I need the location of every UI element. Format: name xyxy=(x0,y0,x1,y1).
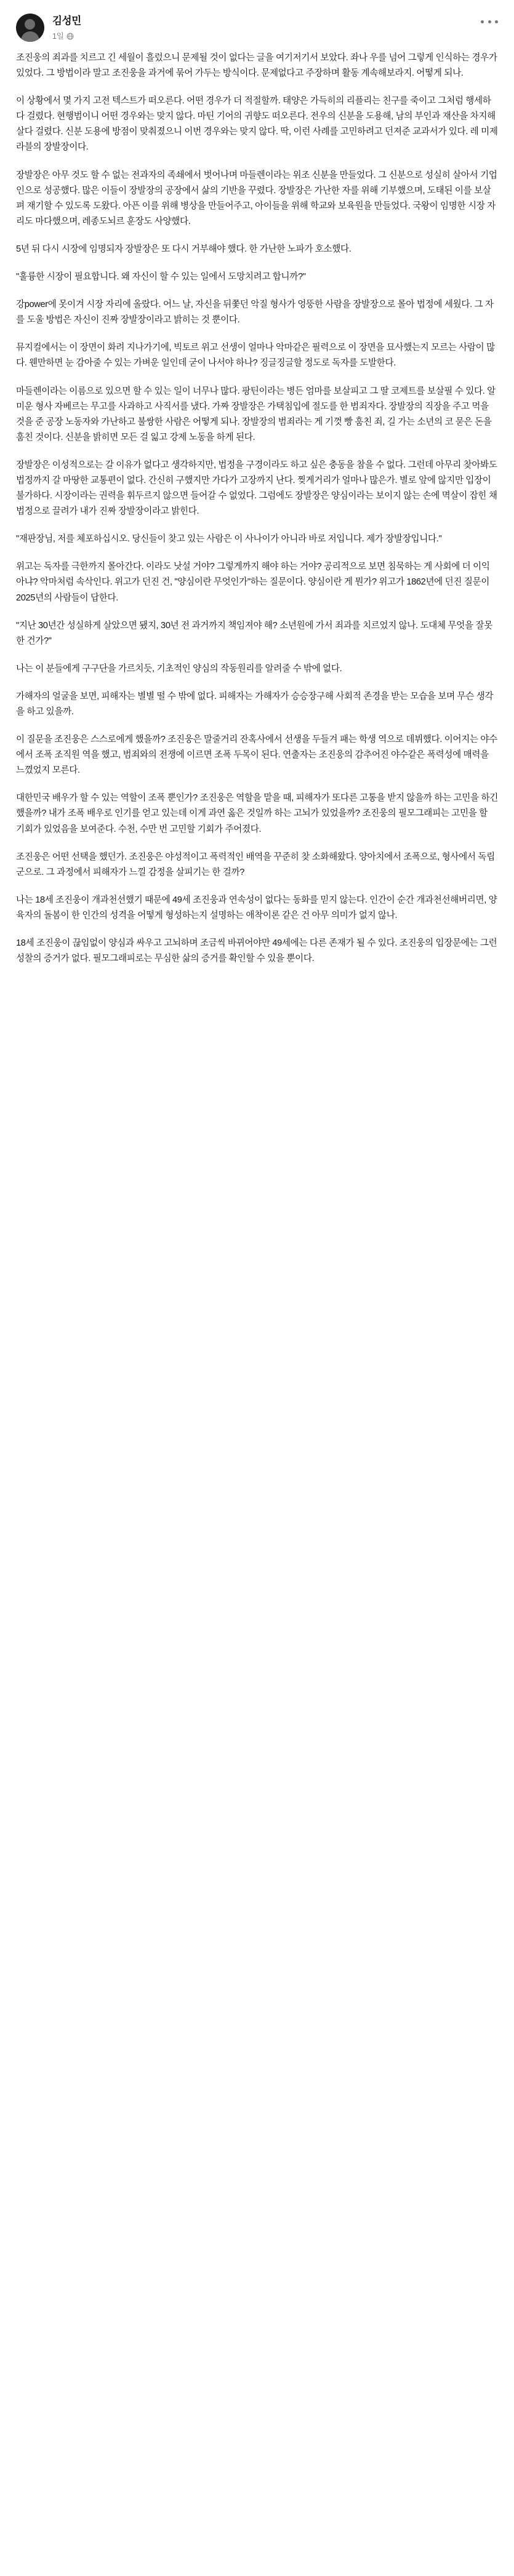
post-timestamp[interactable]: 1일 xyxy=(52,32,64,41)
avatar-body xyxy=(21,31,39,42)
post-paragraph: 강power에 못이겨 시장 자리에 올랐다. 어느 날, 자신을 뒤쫓던 악질 형사가 엉뚱한 사람을 장발장으로 몰아 법정에 세웠다. 그 자를 도울 방법은 자신이 진짜 장발장이라고 밝히는 것 뿐이다. xyxy=(16,300,494,325)
post-header-text xyxy=(52,14,81,41)
post-paragraph-quote: "훌륭한 시장이 필요합니다. 왜 자신이 할 수 있는 일에서 도망치려고 합니까?" xyxy=(16,272,306,282)
avatar[interactable] xyxy=(16,14,44,42)
post-body xyxy=(0,48,514,983)
post-header xyxy=(0,0,514,48)
social-post xyxy=(0,0,514,983)
post-paragraph: 나는 18세 조진웅이 개과천선했기 때문에 49세 조진웅과 연속성이 없다는 동화를 믿지 않는다. 인간이 순간 개과천선해버리면, 양육자의 돌봄이 한 인간의 성격을 어떻게 형성하는지 설명하는 애착이론 같은 건 아무 의미가 없지 않나. xyxy=(16,895,497,920)
ellipsis-dot xyxy=(495,20,498,23)
post-paragraph: 조진웅의 죄과를 치르고 긴 세월이 흘렀으니 문제될 것이 없다는 글을 여기저기서 보았다. 좌나 우를 넘어 그렇게 인식하는 경우가 있었다. 그 방법이라 말고 조진웅을 과거에 묶어 가두는 방식이다. 문제없다고 주장하며 활동 계속해보라지. 어떻게 되나. xyxy=(16,53,497,79)
post-paragraph: 대한민국 배우가 할 수 있는 역할이 조폭 뿐인가? 조진웅은 역할을 맡을 때, 피해자가 또다른 고통을 받지 않을까 하는 고민을 하긴 했을까? 내가 조폭 배우로 인기를 얻고 있는데 이게 과연 옳은 것일까 하는 고뇌가 있었을까? 조진웅의 필모그래피는 고민을 할 기회가 있었음을 보여준다. 수천, 수만 번 고민할 기회가 주어졌다. xyxy=(16,793,498,834)
post-paragraph-quote: "지난 30년간 성실하게 살았으면 됐지, 30년 전 과거까지 책임져야 해? 소년원에 가서 죄과를 치르었지 않나. 도대체 무엇을 잘못한 건가?" xyxy=(16,620,492,646)
post-paragraph: 이 상황에서 몇 가지 고전 텍스트가 떠오른다. 어떤 경우가 더 적절할까. 태양은 가득히의 리플리는 친구를 죽이고 그처럼 행세하다 걸렸다. 현행범이니 어떤 경우와는 맞지 않다. 마틴 기어의 귀향도 떠오른다. 전우의 신분을 도용해, 남의 부인과 재산을 차지해 살다 걸렸다. 신분 도용에 방점이 맞춰졌으니 이번 경우와는 맞지 않다. 딱, 이런 사례를 고민하려고 던져준 교과서가 있다. 레 미제라블의 장발장이다. xyxy=(16,96,498,153)
ellipsis-dot xyxy=(481,20,484,23)
post-paragraph-quote: "재판장님, 저를 체포하십시오. 당신들이 찾고 있는 사람은 이 사나이가 아니라 바로 저입니다. 제가 장발장입니다." xyxy=(16,534,442,544)
author-name[interactable]: 김성민 xyxy=(52,15,81,26)
post-paragraph: 마들렌이라는 이름으로 있으면 할 수 있는 일이 너무나 많다. 팡틴이라는 병든 엄마를 보살피고 그 딸 코제트를 보살필 수 있다. 알미운 형사 자베르는 무고를 사과하고 사직서를 냈다. 가짜 장발장은 가택침입에 절도를 한 범죄자다. 장발장의 직장을 주고 먹을 것을 준 공장 노동자와 가난하고 불쌍한 사람은 어떻게 되나. 장발장의 범죄라는 게 기껏 빵 훔친 죄, 길 가는 소년의 코 묻은 돈을 훔친 것이다. 신분을 밝히면 모든 걸 잃고 강제 노동을 하게 된다. xyxy=(16,386,496,442)
post-paragraph: 이 질문을 조진웅은 스스로에게 했을까? 조진웅은 말줄거리 잔혹사에서 선생을 두들겨 패는 학생 역으로 데뷔했다. 이어지는 야수에서 조폭 조직원 역을 했고, 범죄와의 전쟁에 이르면 조폭 두목이 된다. 연출자는 조진웅의 감추어진 야수같은 폭력성에 매력을 느꼈었지 모른다. xyxy=(16,735,497,776)
post-paragraph: 장발장은 아무 것도 할 수 없는 전과자의 족쇄에서 벗어나며 마들렌이라는 위조 신분을 만들었다. 그 신분으로 성실히 살아서 기업인으로 성공했다. 많은 이들이 장발장의 공장에서 삶의 기반을 꾸렸다. 장발장은 가난한 자를 위해 기부했으며, 도태된 이를 보살펴 재기할 수 있도록 도왔다. 아픈 이를 위해 병상을 만들어주고, 아이들을 위해 학교와 보육원을 만들었다. 국왕이 임명한 시장 자리도 마다했으며, 레종도뇌르 훈장도 사양했다. xyxy=(16,170,497,226)
avatar-head xyxy=(25,19,35,30)
post-paragraph: 위고는 독자를 극한까지 몰아간다. 이라도 낫설 거야? 그렇게까지 해야 하는 거야? 공리적으로 보면 침묵하는 게 사회에 더 이익 아냐? 악마처럼 속삭인다. 위고가 던진 건, "양심이란 무엇인가"하는 질문이다. 양심이란 게 뭔가? 위고가 1862년에 던진 질문이 2025년의 사람들이 답한다. xyxy=(16,562,490,603)
post-paragraph: 나는 이 분들에게 구구단을 가르치듯, 기초적인 양심의 작동원리를 알려줄 수 밖에 없다. xyxy=(16,663,342,674)
post-paragraph: 5년 뒤 다시 시장에 임명되자 장발장은 또 다시 거부해야 했다. 한 가난한 노파가 호소했다. xyxy=(16,244,351,254)
post-paragraph: 조진웅은 어떤 선택을 했던가. 조진웅은 야성적이고 폭력적인 배역을 꾸준히 찾 소화해왔다. 양아치에서 조폭으로, 형사에서 독립군으로. 그 과정에서 피해자가 느낄 감정을 살피기는 한 걸까? xyxy=(16,851,495,877)
post-paragraph: 뮤지컬에서는 이 장면이 화려 지나가기에, 빅토르 위고 선생이 얼마나 악마같은 필력으로 이 장면을 묘사했는지 모르는 사람이 많다. 웬만하면 눈 감아줄 수 있는 가벼운 일인데 굳이 나서야 하나? 징글징글할 정도로 독자를 도발한다. xyxy=(16,343,495,369)
ellipsis-icon[interactable] xyxy=(481,16,498,27)
ellipsis-dot xyxy=(488,20,491,23)
post-paragraph: 가해자의 얼굴을 보면, 피해자는 별별 떨 수 밖에 없다. 피해자는 가해자가 승승장구해 사회적 존경을 받는 모습을 보며 무슨 생각을 하고 있을까. xyxy=(16,691,494,717)
post-paragraph: 18세 조진웅이 끊임없이 양심과 싸우고 고뇌하며 조금씩 바뀌어야만 49세에는 다른 존재가 될 수 있다. 조진웅의 입장문에는 그런 성찰의 증거가 없다. 필모그래피로는 무심한 삶의 증거를 확인할 수 있을 뿐이다. xyxy=(16,938,497,964)
globe-icon xyxy=(66,32,74,39)
post-meta xyxy=(52,30,81,41)
post-paragraph: 장발장은 이성적으로는 갈 이유가 없다고 생각하지만, 법정을 구경이라도 하고 싶은 충동을 참을 수 없다. 그런데 아무리 찾아봐도 법정까지 갈 마땅한 교통편이 없다. 간신히 구했지만 가다가 고장까지 난다. 찢게거리가 얼마나 많은가. 별로 앞에 않지만 입장이 불가하다. 시장이라는 권력을 휘두르지 않으면 들어갈 수 없었다. 그럼에도 장발장은 양심이라는 보이지 않는 손에 멱살이 잡힌 채 법정으로 끌려가 내가 진짜 장발장이라고 밝힌다. xyxy=(16,460,497,517)
